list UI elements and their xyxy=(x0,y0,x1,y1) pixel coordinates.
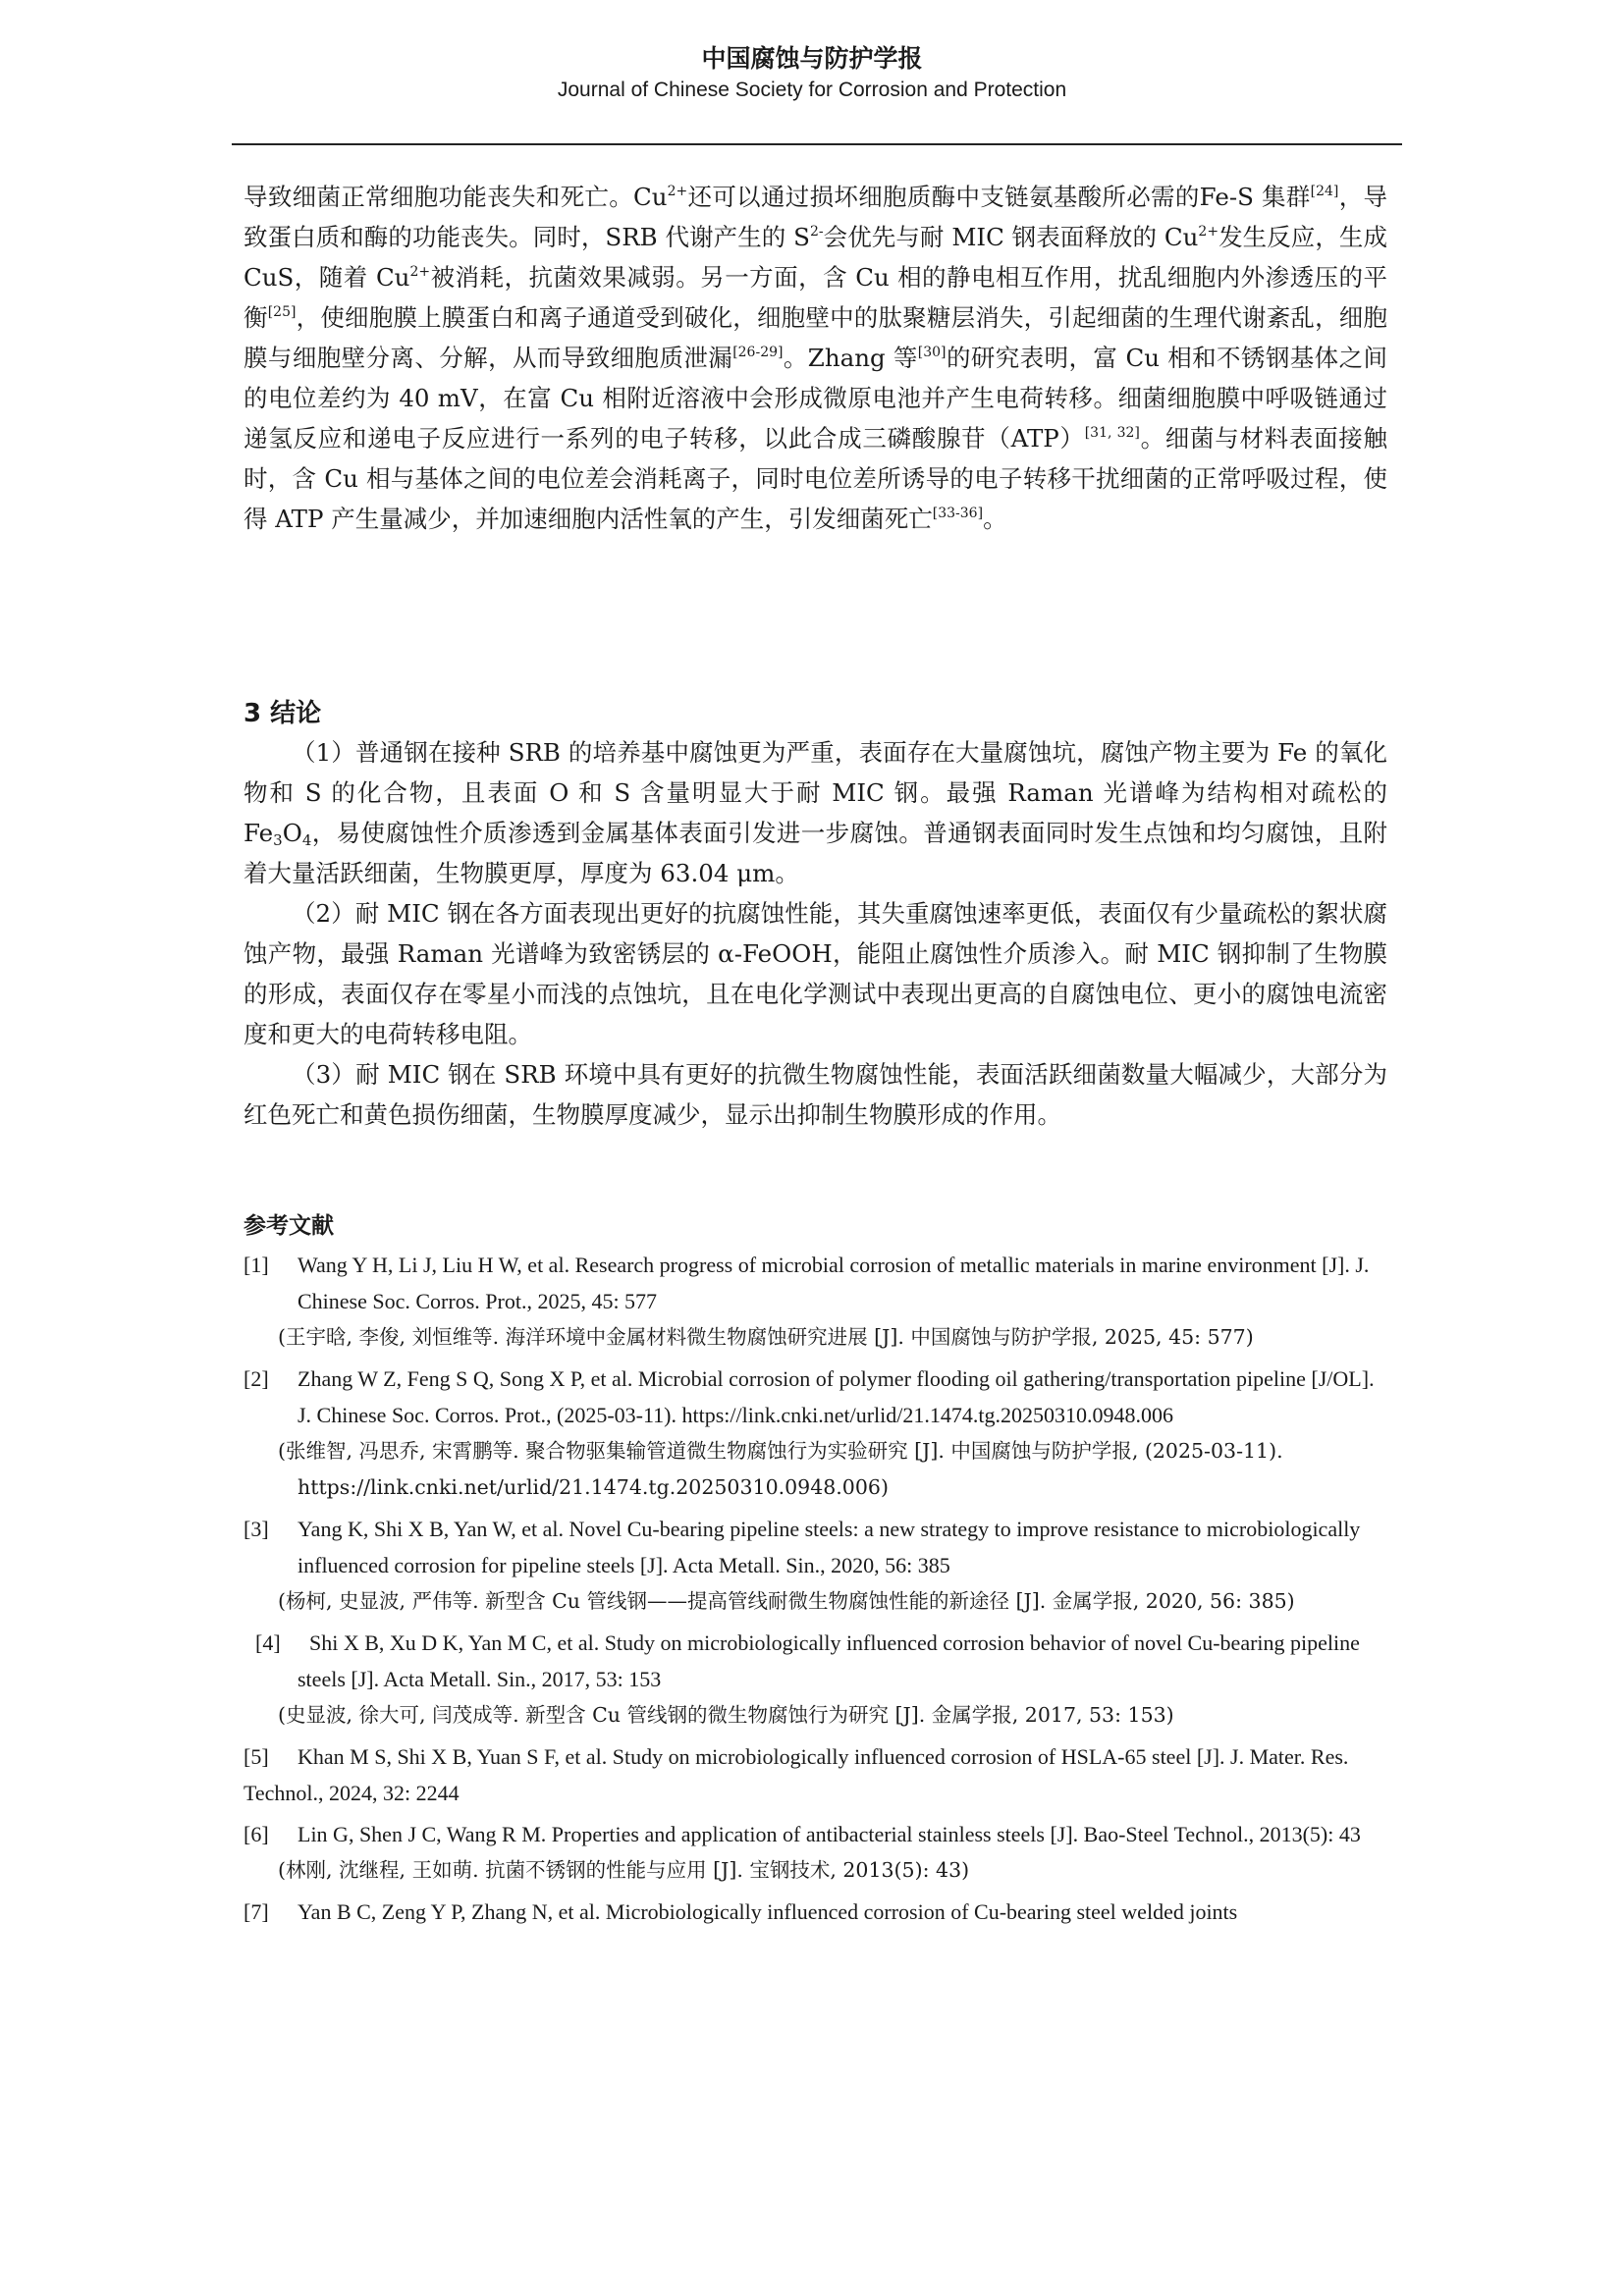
reference-item: [4] Shi X B, Xu D K, Yan M C, et al. Study on microbiologically influenced corrosion behavior of novel Cu-bearing pipeline steels [J]. Acta Metall. Sin., 2017, 53: 153 (史显波, 徐大可, 闫茂成等. 新型含 Cu 管线钢的微生物腐蚀行为研究 [J]. 金属学报, 2017, 53: 153) xyxy=(255,1630,1360,1727)
section-heading: 3 结论 xyxy=(244,699,322,728)
reference-item: [2] Zhang W Z, Feng S Q, Song X P, et al. Microbial corrosion of polymer flooding oil gathering/transportation pipeline [J/OL]. J. Chinese Soc. Corros. Prot., (2025-03-11). https://link.cnki.net/urlid/21.1474.tg.20250310.0948.006 (张维智, 冯思乔, 宋霄鹏等. 聚合物驱集输管道微生物腐蚀行为实验研究 [J]. 中国腐蚀与防护学报, (2025-03-11). https://link.cnki.net/urlid/21.1474.tg.20250310.0948.006) xyxy=(244,1366,1375,1499)
citation: [26-29] xyxy=(732,345,784,360)
citation: [30] xyxy=(917,345,947,360)
reference-list xyxy=(244,1247,1387,1935)
journal-title-en: Journal of Chinese Society for Corrosion and Protection xyxy=(557,79,1067,101)
journal-title-cn: 中国腐蚀与防护学报 xyxy=(701,44,923,73)
reference-item: [7] Yan B C, Zeng Y P, Zhang N, et al. Microbiologically influenced corrosion of Cu-bearing steel welded joints xyxy=(244,1899,1238,1924)
citation: [31, 32] xyxy=(1084,425,1140,441)
header-rule xyxy=(232,143,1402,145)
conclusion-item-1: （1）普通钢在接种 SRB 的培养基中腐蚀更为严重，表面存在大量腐蚀坑，腐蚀产物主要为 Fe 的氧化物和 S 的化合物，且表面 O 和 S 含量明显大于耐 MIC 钢。最强 Raman 光谱峰为结构相对疏松的 $Fe_3O_4$，易使腐蚀性介质渗透到金属基体表面引发进一步腐蚀。普通钢表面同时发生点蚀和均匀腐蚀，且附着大量活跃细菌，生物膜更厚，厚度为 63.04 μm。 xyxy=(244,738,1387,887)
citation: [33-36] xyxy=(932,506,984,521)
reference-item: [5] Khan M S, Shi X B, Yuan S F, et al. Study on microbiologically influenced corrosion of HSLA-65 steel [J]. J. Mater. Res. Technol., 2024, 32: 2244 xyxy=(244,1744,1349,1805)
reference-item: [1] Wang Y H, Li J, Liu H W, et al. Research progress of microbial corrosion of metallic materials in marine environment [J]. J. Chinese Soc. Corros. Prot., 2025, 45: 577 (王宇晗, 李俊, 刘恒维等. 海洋环境中金属材料微生物腐蚀研究进展 [J]. 中国腐蚀与防护学报, 2025, 45: 577) xyxy=(244,1253,1370,1349)
reference-item: [3] Yang K, Shi X B, Yan W, et al. Novel Cu-bearing pipeline steels: a new strategy to improve resistance to microbiologically influenced corrosion for pipeline steels [J]. Acta Metall. Sin., 2020, 56: 385 (杨柯, 史显波, 严伟等. 新型含 Cu 管线钢——提高管线耐微生物腐蚀性能的新途径 [J]. 金属学报, 2020, 56: 385) xyxy=(244,1517,1361,1613)
reference-item: [6] Lin G, Shen J C, Wang R M. Properties and application of antibacterial stainless steels [J]. Bao-Steel Technol., 2013(5): 43 (林刚, 沈继程, 王如萌. 抗菌不锈钢的性能与应用 [J]. 宝钢技术, 2013(5): 43) xyxy=(244,1822,1361,1882)
references-heading: 参考文献 xyxy=(244,1213,334,1239)
conclusion-item-3: （3）耐 MIC 钢在 SRB 环境中具有更好的抗微生物腐蚀性能，表面活跃细菌数量大幅减少，大部分为红色死亡和黄色损伤细菌，生物膜厚度减少，显示出抑制生物膜形成的作用。 xyxy=(244,1060,1387,1129)
conclusion-item-2: （2）耐 MIC 钢在各方面表现出更好的抗腐蚀性能，其失重腐蚀速率更低，表面仅有少量疏松的絮状腐蚀产物，最强 Raman 光谱峰为致密锈层的 α-FeOOH，能阻止腐蚀性介质渗入。耐 MIC 钢抑制了生物膜的形成，表面仅存在零星小而浅的点蚀坑，且在电化学测试中表现出更高的自腐蚀电位、更小的腐蚀电流密度和更大的电荷转移电阻。 xyxy=(244,899,1387,1048)
citation: [24] xyxy=(1310,184,1339,199)
citation: [25] xyxy=(267,304,297,320)
conclusion-list xyxy=(244,732,1387,1135)
discussion-paragraph: 导致细菌正常细胞功能丧失和死亡。$Cu^{2+}$还可以通过损坏细胞质酶中支链氨基酸所必需的Fe-S 集群[24]，导致蛋白质和酶的功能丧失。同时，SRB 代谢产生的 $S^{2-}$会优先与耐 MIC 钢表面释放的 $Cu^{2+}$发生反应，生成 CuS，随着 $Cu^{2+}$被消耗，抗菌效果减弱。另一方面，含 Cu 相的静电相互作用，扰乱细胞内外渗透压的平衡[25]，使细胞膜上膜蛋白和离子通道受到破化，细胞壁中的肽聚糖层消失，引起细菌的生理代谢紊乱，细胞膜与细胞壁分离、分解，从而导致细胞质泄漏[26-29]。Zhang 等[30]的研究表明，富 Cu 相和不锈钢基体之间的电位差约为 40 mV，在富 Cu 相附近溶液中会形成微原电池并产生电荷转移。细菌细胞膜中呼吸链通过递氢反应和递电子反应进行一系列的电子转移，以此合成三磷酸腺苷（ATP）[31, 32]。细菌与材料表面接触时，含 Cu 相与基体之间的电位差会消耗离子，同时电位差所诱导的电子转移干扰细菌的正常呼吸过程，使得 ATP 产生量减少，并加速细胞内活性氧的产生，引发细菌死亡[33-36]。 xyxy=(244,183,1388,533)
